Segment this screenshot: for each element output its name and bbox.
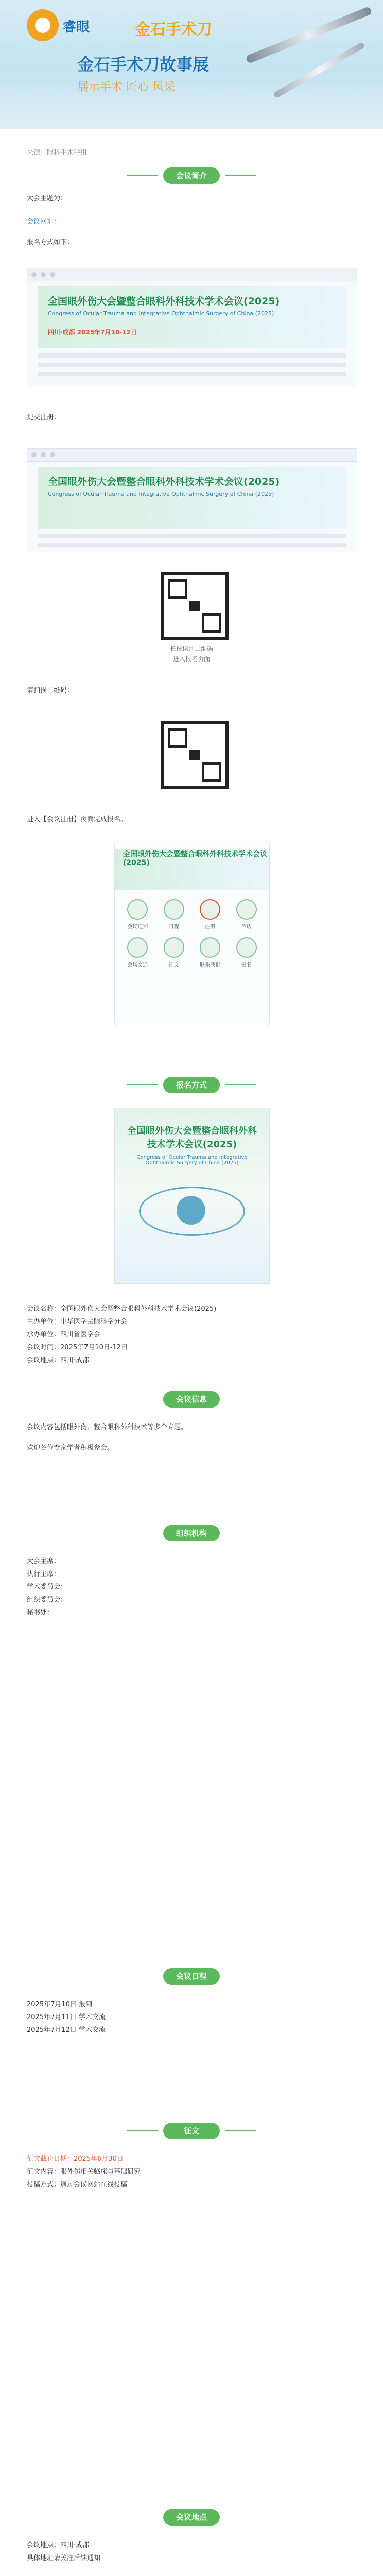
conference-poster	[114, 1108, 270, 1284]
menu-item[interactable]	[196, 899, 225, 930]
menu-label: 联系我们	[200, 962, 221, 968]
poster-subtitle: Congress of Ocular Trauma and Integrative Ophthalmic Surgery of China (2025)	[136, 1155, 248, 1166]
schedule-line: 2025年7月11日 学术交流	[27, 2013, 106, 2021]
essay-line: 征文内容：眼外伤相关临床与基础研究	[27, 2168, 141, 2176]
menu-item[interactable]	[123, 899, 152, 930]
section-tag: 会议简介	[163, 167, 220, 184]
browser-bar	[27, 449, 357, 462]
venue-line: 具体地址请关注后续通知	[27, 2554, 101, 2562]
menu-label: 会场交通	[127, 962, 148, 968]
menu-item[interactable]	[160, 899, 189, 930]
schedule-line: 2025年7月10日 报到	[27, 2001, 93, 2008]
paragraph: 报名方式如下：	[27, 239, 74, 246]
menu-label: 会议通知	[127, 924, 148, 930]
menu-label: 报名	[241, 962, 252, 968]
site-link[interactable]: 会议网址：	[27, 218, 61, 226]
menu-icon	[236, 899, 257, 920]
menu-item[interactable]	[196, 937, 225, 968]
site-subtitle: Congress of Ocular Trauma and Integrative Ophthalmic Surgery of China (2025)	[48, 310, 274, 317]
site-title: 全国眼外伤大会暨整合眼科外科技术学术会议(2025)	[48, 476, 280, 487]
info-line: 承办单位：四川省医学会	[27, 1331, 101, 1338]
section-tag: 会议信息	[163, 1391, 220, 1408]
info-line: 会议名称：全国眼外伤大会暨整合眼科外科技术学术会议(2025)	[27, 1305, 217, 1313]
scalpel-icon	[273, 42, 365, 98]
paragraph: 请扫描二维码：	[27, 687, 74, 694]
banner-subline: 展示手术 匠心 风采	[77, 81, 175, 94]
eye-icon	[139, 1187, 245, 1236]
menu-item[interactable]	[232, 899, 262, 930]
qr-code[interactable]	[161, 572, 229, 640]
mobile-screenshot	[114, 840, 270, 1026]
essay-line: 投稿方式：通过会议网站在线投稿	[27, 2181, 128, 2189]
brand-logo-icon	[27, 9, 59, 41]
section-tag: 报名方式	[163, 1077, 220, 1093]
section-tag: 会议日程	[163, 1968, 220, 1985]
banner-brand-sub: 金石手术刀	[135, 21, 212, 39]
paragraph: 提交注册：	[27, 414, 61, 421]
menu-label: 注册	[205, 924, 216, 930]
paragraph: 大会主题为：	[27, 195, 67, 202]
menu-icon	[164, 899, 184, 920]
registration-screenshot	[27, 448, 357, 552]
scalpel-icon	[245, 6, 372, 64]
site-title: 全国眼外伤大会暨整合眼科外科技术学术会议(2025)	[48, 296, 280, 307]
banner-headline: 金石手术刀故事展	[77, 55, 210, 74]
menu-item[interactable]	[160, 937, 189, 968]
site-subtitle: Congress of Ocular Trauma and Integrative Ophthalmic Surgery of China (2025)	[48, 490, 274, 497]
menu-label: 征文	[168, 962, 179, 968]
menu-icon	[127, 899, 148, 920]
section-tag: 征文	[163, 2123, 220, 2139]
section-tag: 组织机构	[163, 1525, 220, 1541]
paragraph: 会议内容包括眼外伤、整合眼科外科技术等多个专题。	[27, 1423, 188, 1431]
article-banner	[0, 0, 383, 129]
org-line: 学术委员会：	[27, 1583, 67, 1591]
menu-item[interactable]	[123, 937, 152, 968]
article-source: 来源：眼科手术学组	[27, 149, 88, 157]
venue-line: 会议地点：四川·成都	[27, 2541, 90, 2549]
menu-label: 日程	[168, 924, 179, 930]
banner-brand: 睿眼	[63, 20, 90, 35]
qr-caption: 进入报名页面	[172, 655, 210, 663]
site-hero	[38, 286, 346, 348]
site-hero	[38, 467, 346, 529]
browser-bar	[27, 268, 357, 281]
site-content	[27, 353, 357, 376]
menu-icon	[200, 937, 220, 958]
org-line: 组织委员会：	[27, 1596, 67, 1604]
org-line: 大会主席：	[27, 1557, 61, 1565]
menu-label: 酒店	[241, 924, 252, 930]
essay-line: 征文截止日期：2025年6月30日	[27, 2155, 124, 2163]
info-line: 会议时间：2025年7月10日-12日	[27, 1344, 128, 1351]
website-screenshot	[27, 268, 357, 387]
qr-caption: 长按识别二维码	[169, 645, 213, 652]
menu-icon	[236, 937, 257, 958]
menu-item[interactable]	[232, 937, 262, 968]
menu-icon	[127, 937, 148, 958]
org-line: 执行主席：	[27, 1570, 61, 1578]
org-line: 秘书处：	[27, 1609, 54, 1617]
paragraph: 进入【会议注册】页面完成报名。	[27, 816, 128, 823]
site-content	[27, 534, 357, 547]
info-line: 主办单位：中华医学会眼科学分会	[27, 1318, 128, 1326]
menu-icon	[200, 899, 220, 920]
poster-title: 全国眼外伤大会暨整合眼科外科技术学术会议(2025)	[127, 1126, 257, 1150]
menu-icon	[164, 937, 184, 958]
info-line: 会议地点：四川·成都	[27, 1357, 90, 1364]
mobile-menu	[115, 890, 269, 977]
mobile-header	[115, 849, 269, 890]
schedule-line: 2025年7月12日 学术交流	[27, 2026, 106, 2034]
mobile-title: 全国眼外伤大会暨整合眼科外科技术学术会议(2025)	[123, 850, 267, 867]
section-tag: 会议地点	[163, 2509, 220, 2526]
site-date: 四川·成都 2025年7月10-12日	[48, 329, 137, 336]
qr-code[interactable]	[161, 721, 229, 789]
paragraph: 欢迎各位专家学者积极参会。	[27, 1444, 114, 1452]
